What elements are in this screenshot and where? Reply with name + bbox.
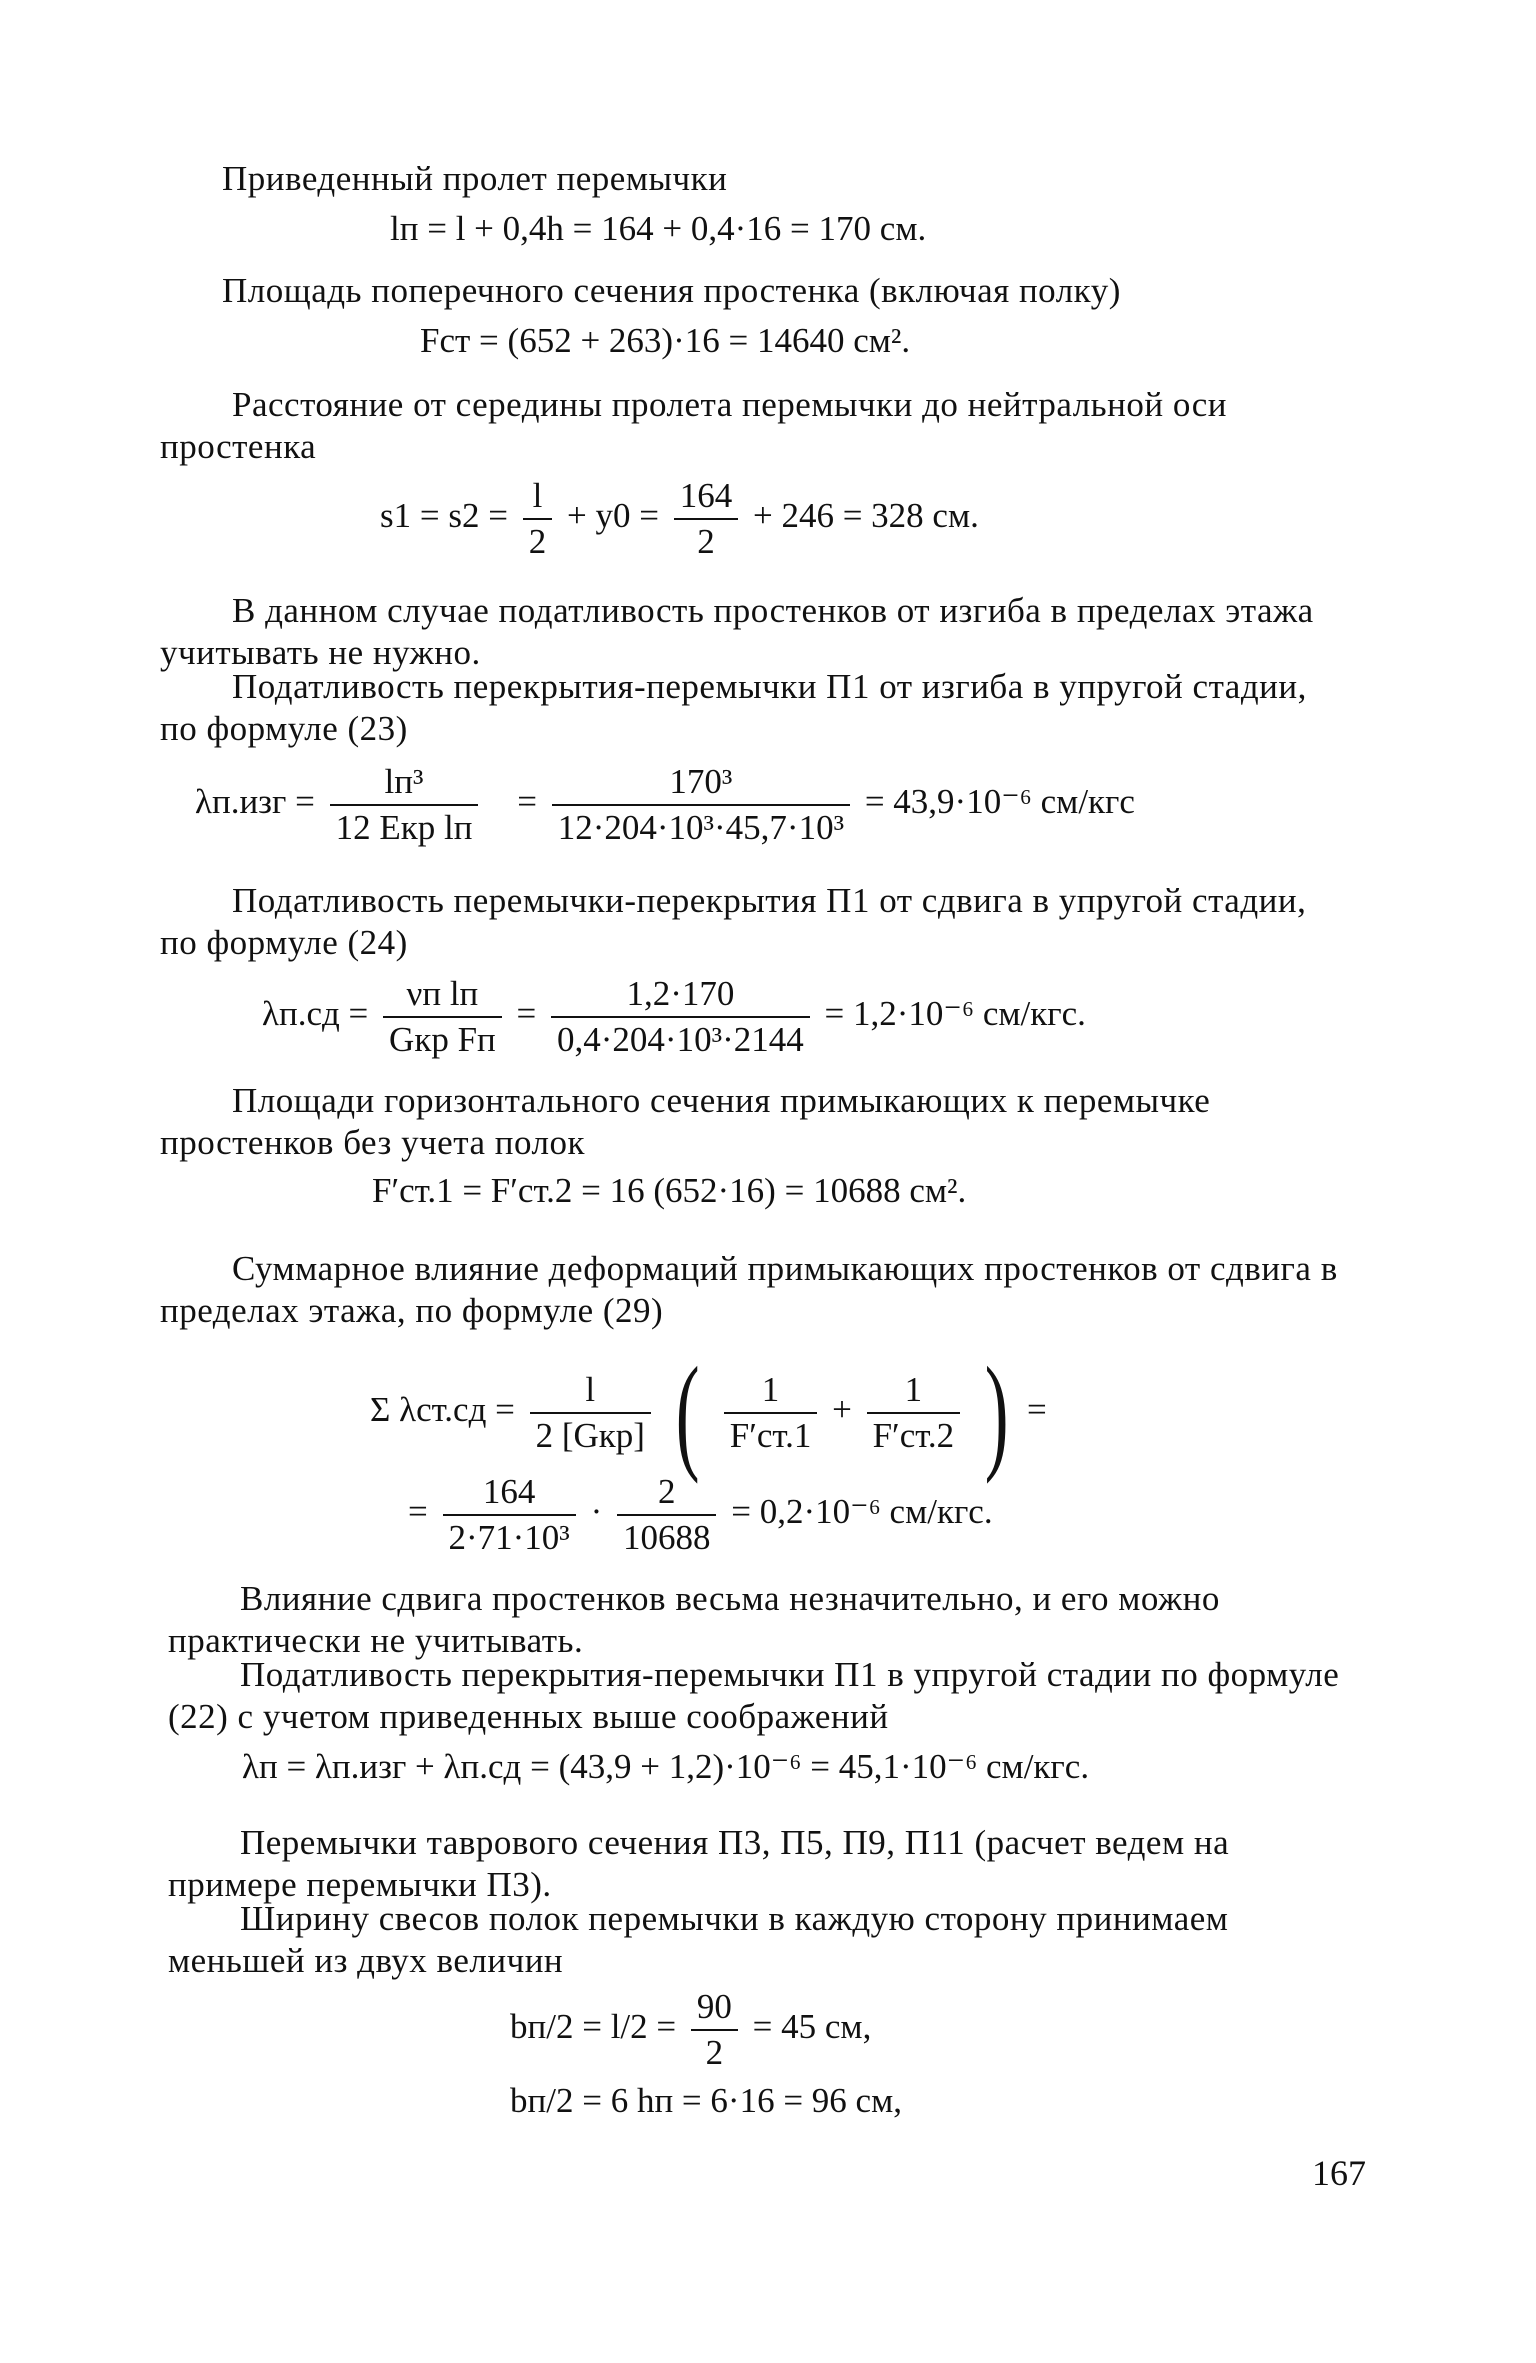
paragraph-distance: Расстояние от середины пролета перемычки до нейтральной оси простенка bbox=[160, 385, 1227, 466]
paragraph-negligible: Влияние сдвига простенков весьма незначительно, и его можно практически не учитывать. bbox=[168, 1579, 1220, 1660]
paragraph-sum-influence: Суммарное влияние деформаций примыкающих простенков от сдвига в пределах этажа, по формуле (29) bbox=[160, 1249, 1338, 1330]
equation-bending: λп.изг = $\frac{\text{lп³}}{\text{12 Eкр lп}}$ = $\frac{\text{170³}}{\text{12·204·10³·45,7·10³}}$ = 43,9·10⁻⁶ см/кгс bbox=[195, 760, 1135, 850]
paragraph-horizontal-area: Площади горизонтального сечения примыкающих к перемычке простенков без учета полок bbox=[160, 1081, 1211, 1162]
equation-flange-1: bп/2 = l/2 = $\frac{90}{2}$ = 45 см, bbox=[510, 1985, 871, 2075]
paragraph-bending-note: В данном случае податливость простенков от изгиба в пределах этажа учитывать не нужно. bbox=[160, 591, 1314, 672]
fraction: $\frac{\text{170³}}{\text{12·204·10³·45,7·10³}}$ bbox=[552, 760, 850, 850]
paragraph-compliance: Податливость перекрытия-перемычки П1 в упругой стадии по формуле (22) с учетом приведенных выше соображений bbox=[168, 1655, 1340, 1736]
equation-shear: λп.сд = $\frac{\text{νп lп}}{\text{Gкр Fп}}$ = $\frac{1,2\cdot 170}{\text{0,4·204·10³·2144}}$ = 1,2·10⁻⁶ см/кгс. bbox=[262, 972, 1086, 1062]
fraction: $\frac{164}{2}$ bbox=[674, 474, 739, 564]
equation-horizontal-area: F′ст.1 = F′ст.2 = 16 (652·16) = 10688 см². bbox=[372, 1171, 967, 1210]
equation-compliance: λп = λп.изг + λп.сд = (43,9 + 1,2)·10⁻⁶ = 45,1·10⁻⁶ см/кгс. bbox=[242, 1747, 1090, 1786]
fraction: $\frac{l}{\text{2 [Gкр]}}$ bbox=[530, 1368, 651, 1458]
page-number: 167 bbox=[1312, 2153, 1366, 2193]
equation-sum-result: = $\frac{164}{\text{2·71·10³}}$ · $\frac{2}{10688}$ = 0,2·10⁻⁶ см/кгс. bbox=[408, 1470, 993, 1560]
fraction: $\frac{1,2\cdot 170}{\text{0,4·204·10³·2144}}$ bbox=[551, 972, 810, 1062]
fraction: $\frac{\text{νп lп}}{\text{Gкр Fп}}$ bbox=[383, 972, 502, 1062]
fraction: $\frac{2}{10688}$ bbox=[617, 1470, 717, 1560]
equation-area: Fст = (652 + 263)·16 = 14640 см². bbox=[420, 321, 911, 360]
fraction: $\frac{\text{lп³}}{\text{12 Eкр lп}}$ bbox=[330, 760, 479, 850]
paragraph-span: Приведенный пролет перемычки bbox=[222, 159, 728, 198]
paragraph-tee-section: Перемычки таврового сечения П3, П5, П9, П11 (расчет ведем на примере перемычки П3). bbox=[168, 1823, 1230, 1904]
paragraph-shear: Податливость перемычки-перекрытия П1 от сдвига в упругой стадии, по формуле (24) bbox=[160, 881, 1307, 962]
paragraph-bending: Податливость перекрытия-перемычки П1 от изгиба в упругой стадии, по формуле (23) bbox=[160, 667, 1307, 748]
equation-flange-2: bп/2 = 6 hп = 6·16 = 96 см, bbox=[510, 2081, 902, 2120]
fraction: $\frac{1}{F'ст.1}$ bbox=[724, 1368, 818, 1458]
equation-sum-influence: Σ λст.сд = $\frac{l}{\text{2 [Gкр]}}$ ( $\frac{1}{F'ст.1}$ + $\frac{1}{F'ст.2}$ ) = bbox=[370, 1341, 1047, 1485]
fraction: $\frac{90}{2}$ bbox=[691, 1985, 738, 2075]
equation-distance: s1 = s2 = $\frac{l}{2}$ + y0 = $\frac{164}{2}$ + 246 = 328 см. bbox=[380, 474, 979, 564]
paragraph-flange-width: Ширину свесов полок перемычки в каждую сторону принимаем меньшей из двух величин bbox=[168, 1899, 1229, 1980]
fraction: $\frac{l}{2}$ bbox=[523, 474, 553, 564]
equation-span: lп = l + 0,4h = 164 + 0,4·16 = 170 см. bbox=[390, 209, 927, 248]
fraction: $\frac{164}{\text{2·71·10³}}$ bbox=[443, 1470, 576, 1560]
fraction: $\frac{1}{F'ст.2}$ bbox=[867, 1368, 961, 1458]
paragraph-area: Площадь поперечного сечения простенка (включая полку) bbox=[222, 271, 1121, 310]
